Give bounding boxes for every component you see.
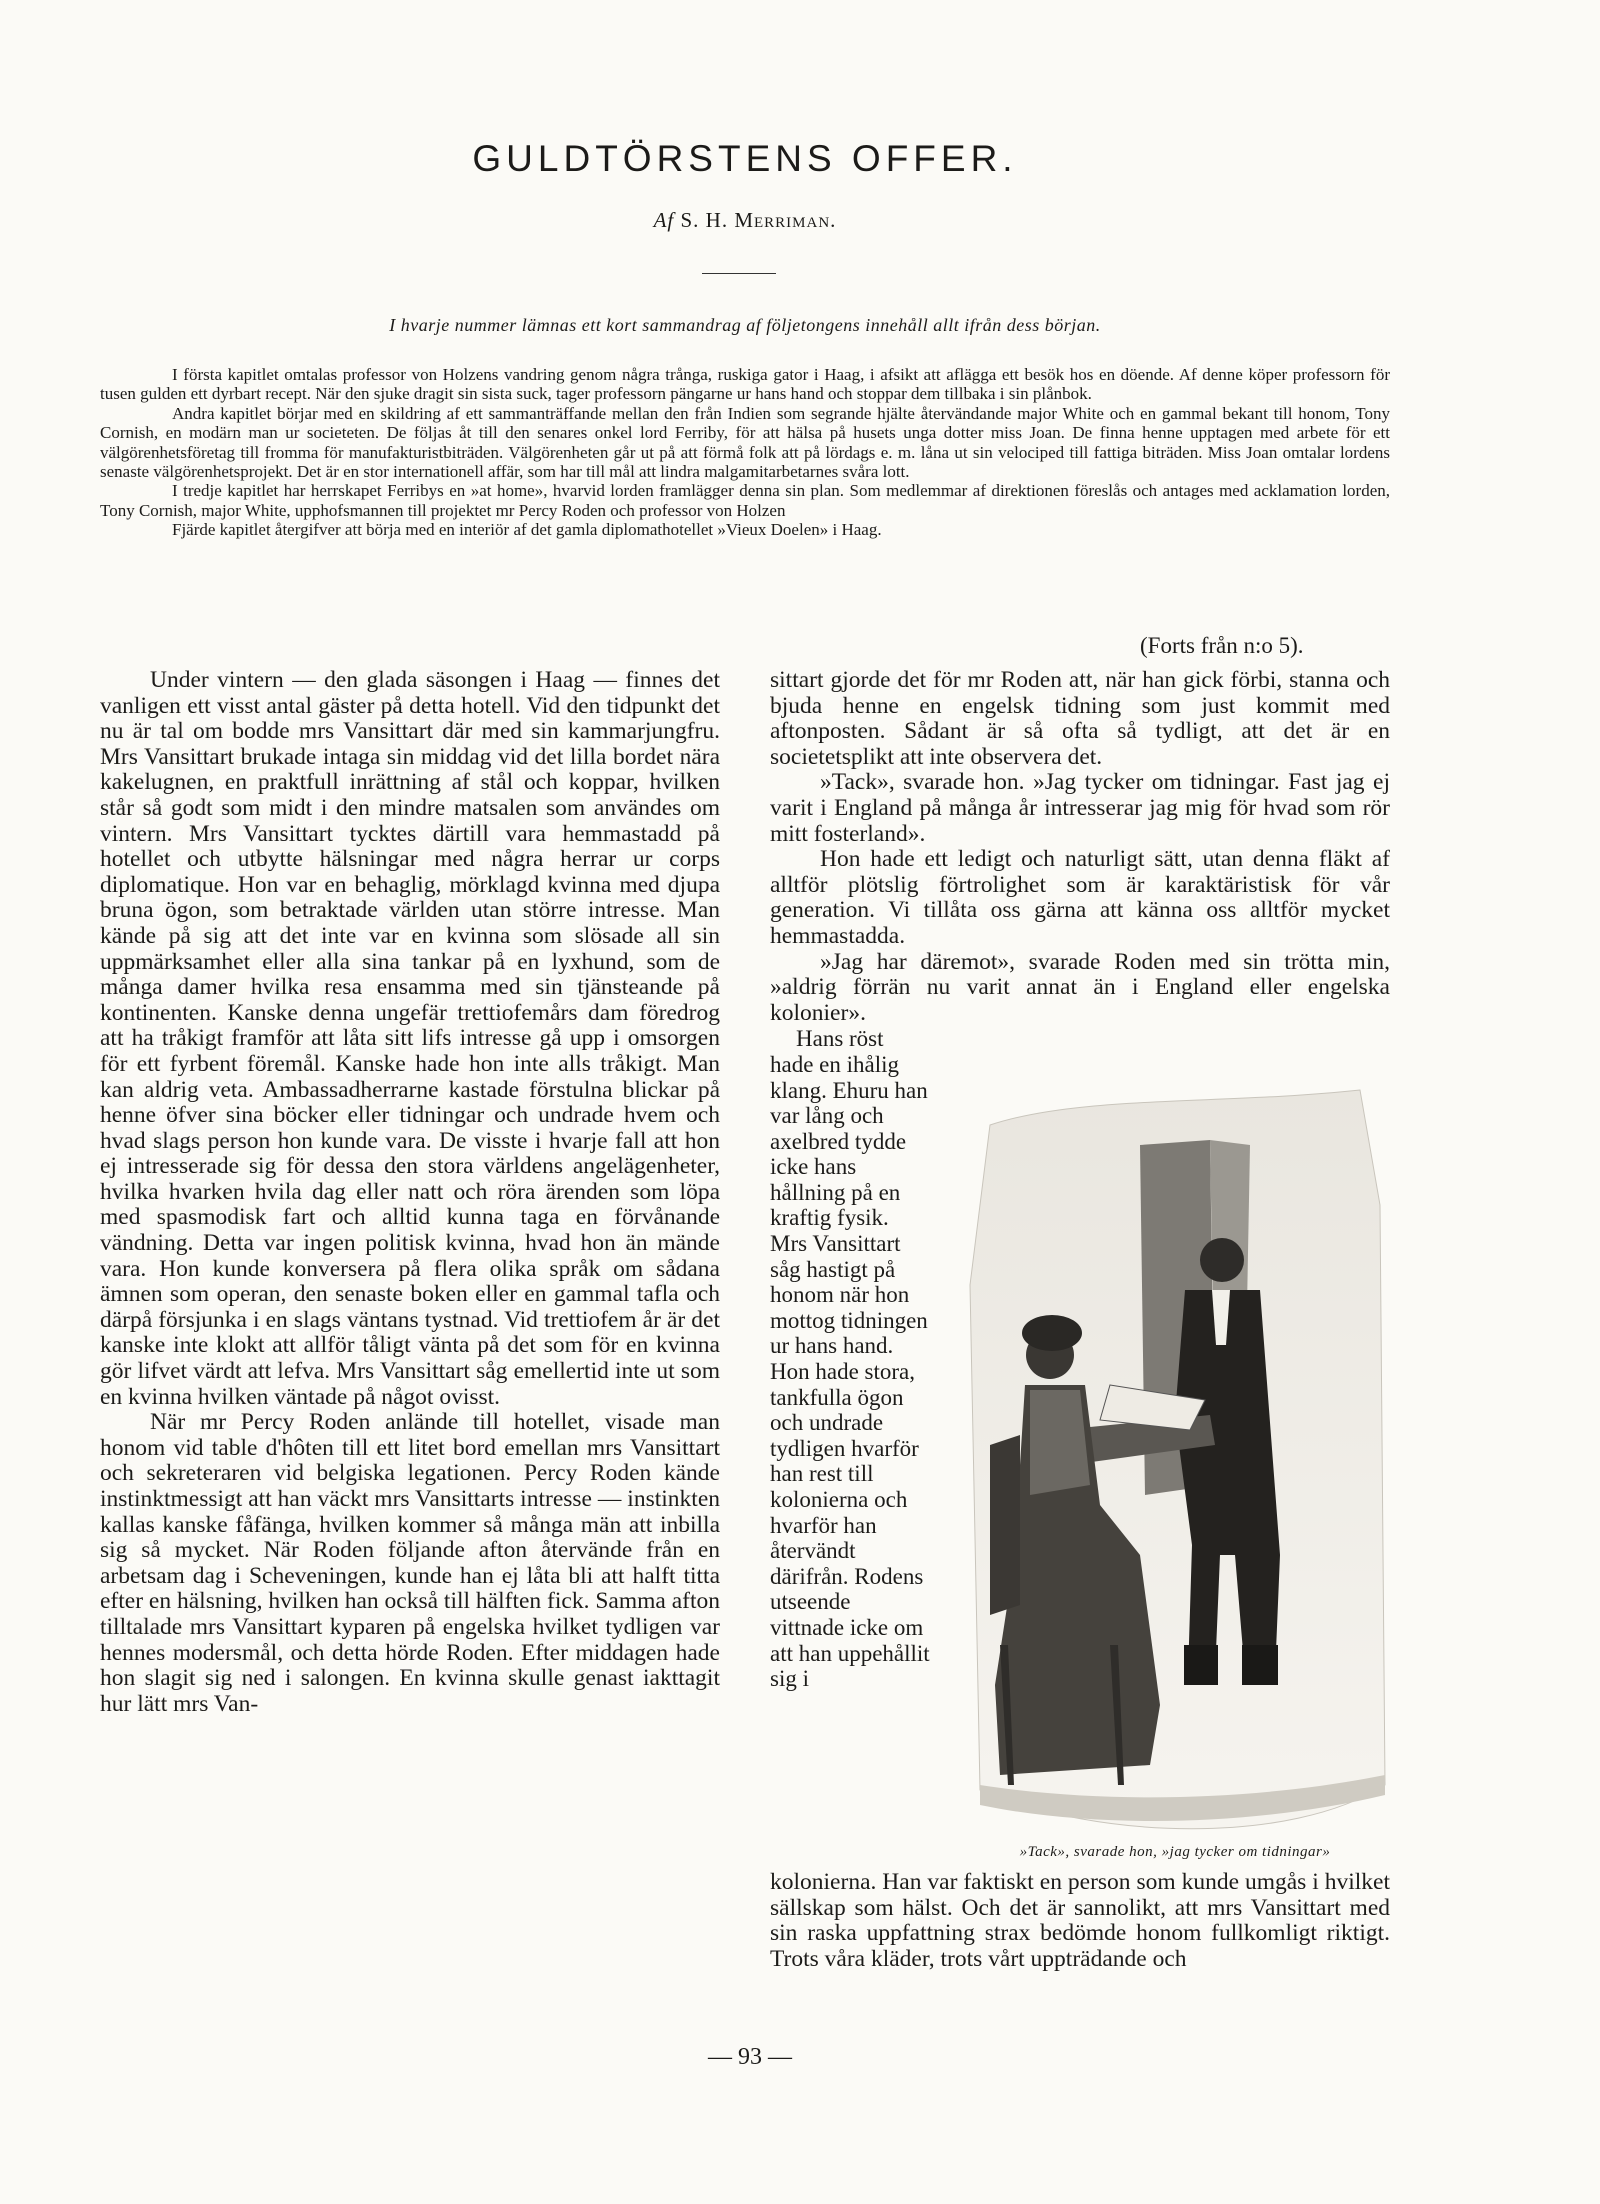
body-paragraph: När mr Percy Roden anlände till hotellet, visade man honom vid table d'hôten till ett litet bord emellan mrs Vansittart och sekreteraren vid belgiska legationen. Percy Roden kände instinktmessigt att han väckt mrs Vansittarts intresse — instinkten kallas kanske fåfänga, hvilken kommer så många män att inbilla sig så mycket. När Roden följande afton återvände från en arbetsam dag i Scheveningen, kunde han ej låta bli att halft titta efter en hälsning, hvilken han också till hälften fick. Samma afton tilltalade mrs Vansittart kyparen på engelska hvilket tydligen var hennes modersmål, och detta hörde Roden. Efter middagen hade hon slagit sig ned i salongen. En kvinna skulle genast iakttagit hur lätt mrs Van- [100,1409,720,1717]
story-title: GULDTÖRSTENS OFFER. [472,138,1018,179]
page-number: — 93 — [708,2044,792,2070]
illustration [960,1085,1390,1855]
byline-author: S. H. Merriman. [680,208,837,232]
body-paragraph: »Tack», svarade hon. »Jag tycker om tidningar. Fast jag ej varit i England på många år intresserar jag mig för hvad som rör mitt fosterland». [770,769,1390,847]
summary-block [100,365,1390,540]
left-column [100,668,720,2023]
title-divider [702,273,776,274]
illustration-caption: »Tack», svarade hon, »jag tycker om tidningar» [1019,1844,1331,1860]
body-paragraph: sittart gjorde det för mr Roden att, när han gick förbi, stanna och bjuda henne en engelsk tidning som just kommit med aftonposten. Sådant är så ofta så tydligt, att det är en societetsplikt att inte observera det. [770,668,1390,770]
summary-paragraph: Andra kapitlet börjar med en skildring af ett sammanträffande mellan den från Indien som segrande hjälte återvändande major White och en gammal bekant till honom, Tony Cornish, en modärn man ur societeten. De följas åt till den senares onkel lord Ferriby, för att hälsa på husets unga dotter miss Joan. De finna henne upptagen med arbete för ett välgörenhetsföretag till fromma för manufakturistbiträden. Välgörenheten går ut på att förmå folk att på lördags e. m. låna ut sin velociped till fattiga biträden. Miss Joan omtalar lordens senaste välgörenhetsprojekt. Det är en stor internationell affär, som har till mål att lindra malgamitarbetarnes svåra lott. [100,403,1390,482]
continuation-note: (Forts från n:o 5). [1140,633,1304,658]
body-paragraph: Under vintern — den glada säsongen i Haag — finnes det vanligen ett visst antal gäster på detta hotell. Vid den tidpunkt det nu är tal om bodde mrs Vansittart där med sin kammarjungfru. Mrs Vansittart brukade intaga sin middag vid det lilla bordet nära kakelugnen, en praktfull inrättning af stål och koppar, hvilken står så godt som midt i den mindre matsalen som användes om vintern. Mrs Vansittart tycktes därtill vara hemmastadd på hotellet och utbytte hälsningar med några herrar ur corps diplomatique. Hon var en behaglig, mörklagd kvinna med djupa bruna ögon, som betraktade världen utan större intresse. Man kände på sig att det inte var en kvinna som slösade all sin uppmärksamhet eller alla sina tankar på en lyxhund, som de många damer hvilka resa ensamma med sin tjänsteande på kontinenten. Kanske denna ungefär trettiofemårs dam föredrog att ha tråkigt framför att låta sitt lifs intresse gå upp i omsorgen för ett fyrbent föremål. Kanske hade hon inte alls tråkigt. Man kan aldrig veta. Ambassadherrarne kastade förstulna blickar på henne öfver sina böcker eller tidningar och undrade hvem och hvad slags person hon kunde vara. De visste i hvarje fall att hon ej intresserade sig för dessa den stora världens angelägenheter, hvilka hvarken hvila dag eller natt och röra ärenden som löpa med spasmodisk fart och alltid kunna taga en förvånande vändning. Detta var ingen politisk kvinna, hvad hon än mände vara. Hon kunde konversera på flera olika språk om sådana ämnen som operan, den senaste boken eller en gammal tafla och därpå försjunka i en slags väntans tystnad. Vid trettiofem år är det kanske inte klokt att allför tåligt vänta på det som för en kvinna gör lifvet värdt att lefva. Mrs Vansittart såg emellertid inte ut som en kvinna hvilken väntade på något ovisst. [100,668,720,1410]
byline [0,208,1490,233]
body-paragraph: »Jag har däremot», svarade Roden med sin trötta min, »aldrig förrän nu varit annat än i England eller engelska kolonier». [770,948,1390,1026]
man-head [1200,1238,1244,1282]
byline-prefix: Af [653,208,675,232]
summary-note: I hvarje nummer lämnas ett kort sammandrag af följetongens innehåll allt ifrån dess början. [389,315,1101,335]
summary-paragraph: Fjärde kapitlet återgifver att börja med en interiör af det gamla diplomathotellet »Vieux Doelen» i Haag. [172,520,882,540]
body-paragraph: Hans röst hade en ihålig klang. Ehuru han var lång och axelbred tydde icke hans hållning på en kraftig fysik. Mrs Vansittart såg hastigt på honom när hon mottog tidningen ur hans hand. Hon hade stora, tankfulla ögon och undrade tydligen hvarför han rest till kolonierna och hvarför han återvändt därifrån. Rodens utseende vittnade icke om att han uppehållit sig i [770,1026,930,1692]
body-paragraph: Hon hade ett ledigt och naturligt sätt, utan denna fläkt af alltför plötslig förtrolighet som är karaktäristisk för vår generation. Vi tillåta oss gärna att känna oss alltför mycket hemmastadda. [770,846,1390,949]
narrow-column [770,1026,930,1691]
summary-paragraph: I första kapitlet omtalas professor von Holzens vandring genom några trånga, ruskiga gator i Haag, i afsikt att aflägga ett besök hos en döende. Af denne köper professorn för tusen gulden ett dyrbart recept. När den sjuke dragit sin sista suck, tager professorn pängarne ur hans hand och stoppar dem tillbaka i sin plånbok. [100,365,1390,404]
right-column-continued [770,1870,1390,1972]
chair [990,1435,1020,1615]
summary-paragraph: I tredje kapitlet har herrskapet Ferribys en »at home», hvarvid lorden framlägger denna sin plan. Som medlemmar af direktionen föreslås och antages med acklamation lorden, Tony Cornish, major White, upphofsmannen till projektet mr Percy Roden och professor von Holzen [100,481,1390,520]
body-paragraph: kolonierna. Han var faktiskt en person som kunde umgås i hvilket sällskap som hälst. Och det är sannolikt, att mrs Vansittart med sin raska uppfattning strax bedömde honom fullkomligt riktigt. Trots våra kläder, trots vårt uppträdande och [770,1869,1390,1972]
